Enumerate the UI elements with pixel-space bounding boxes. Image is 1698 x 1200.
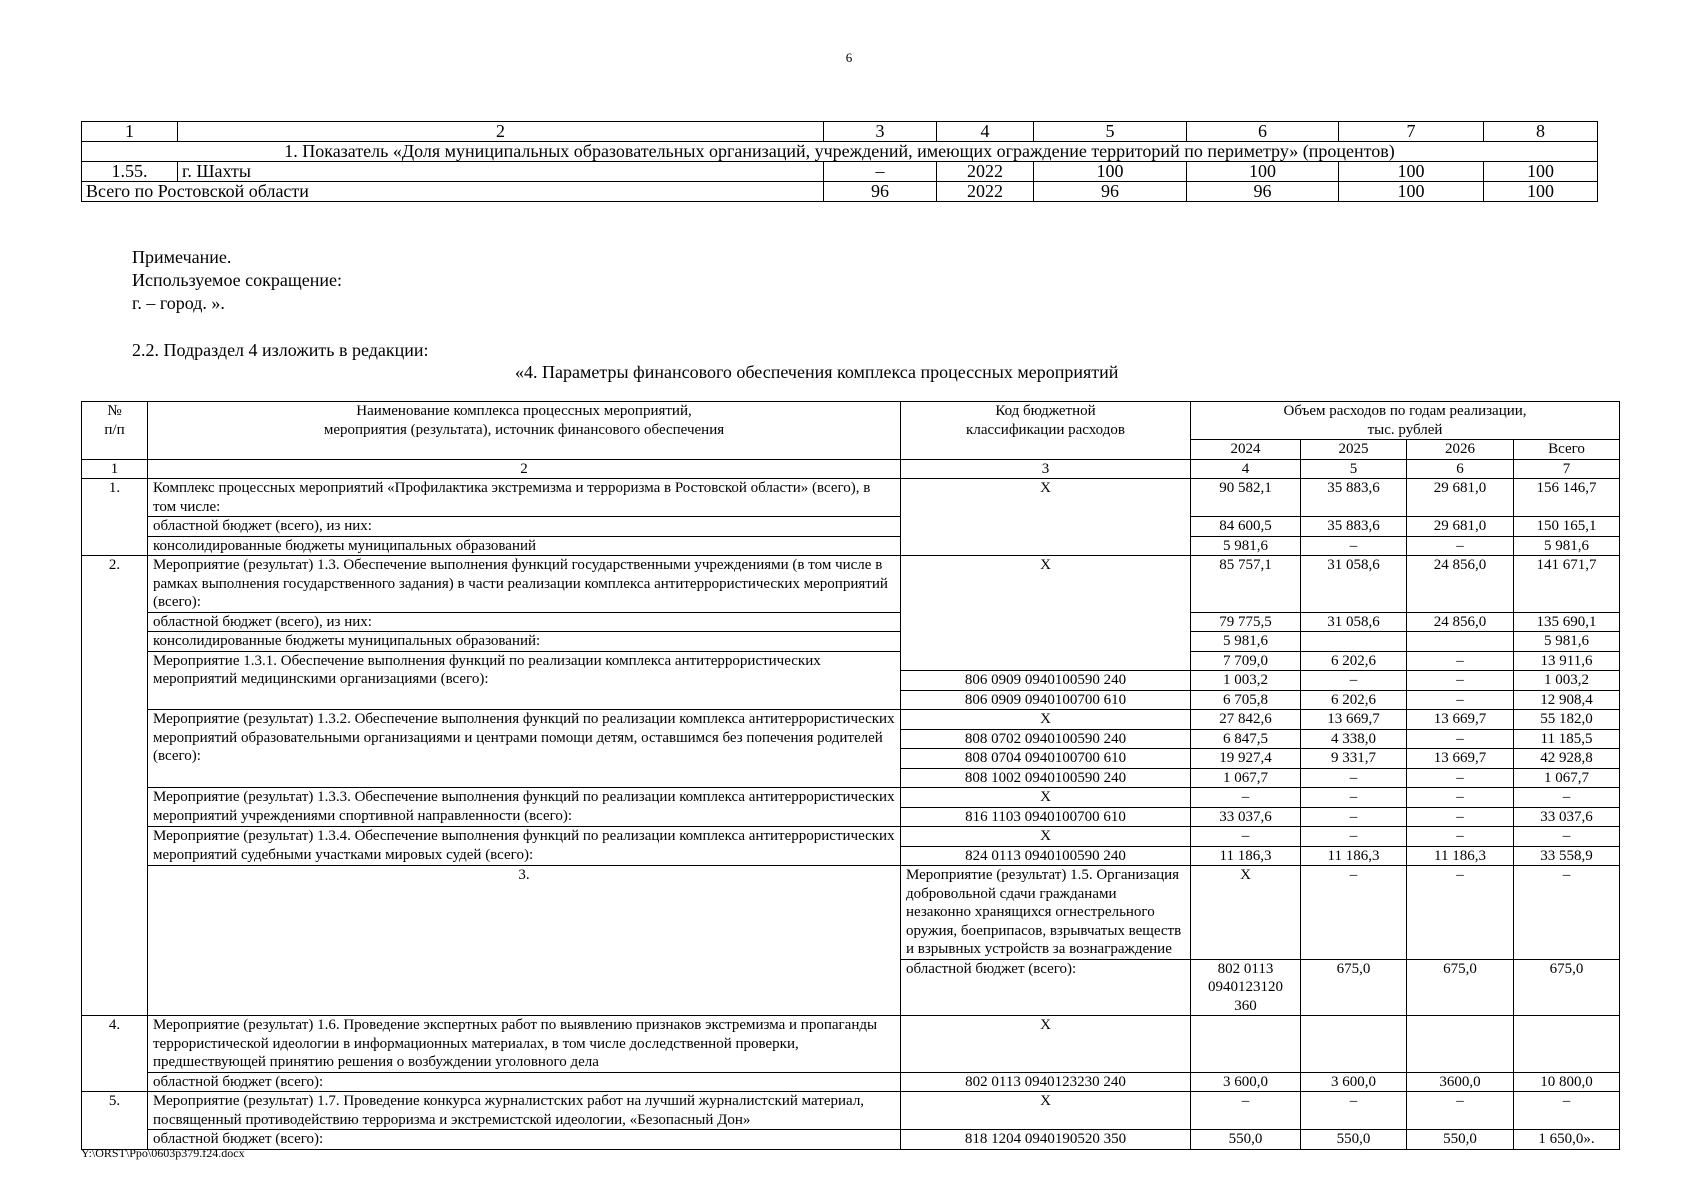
row-value: – [1191,827,1301,847]
table-row [82,1072,1620,1092]
row-value: 5 981,6 [1514,536,1620,556]
row-value: – [1301,788,1407,808]
row-title: Мероприятие (результат) 1.3.4. Обеспечение выполнения функций по реализации комплекса антитеррористических мероприятий судебными участками мировых судей (всего): [148,827,901,866]
row-value: 1 003,2 [1514,671,1620,691]
row-value: 33 558,9 [1514,846,1620,866]
header-cell: 8 [1484,122,1598,142]
row-value: 11 185,5 [1514,729,1620,749]
total-value: 96 [1187,182,1339,202]
table-header-row [82,402,1620,440]
row-value: 3 600,0 [1301,1072,1407,1092]
row-value: 24 856,0 [1407,612,1514,632]
row-value: 29 681,0 [1407,479,1514,517]
row-title: Мероприятие (результат) 1.5. Организация добровольной сдачи гражданами незаконно хранящихся огнестрельного оружия, боеприпасов, взрывчатых веществ и взрывных устройств за вознаграждение [901,866,1191,960]
row-city: г. Шахты [178,162,824,182]
row-code: 824 0113 0940100590 240 [901,846,1191,866]
row-title: областной бюджет (всего), из них: [148,517,901,537]
row-value: – [1407,690,1514,710]
header-name: Наименование комплекса процессных мероприятий, мероприятия (результата), источник финансового обеспечения [148,402,901,460]
header-cell: 6 [1187,122,1339,142]
row-value: 5 981,6 [1514,632,1620,652]
row-value: 31 058,6 [1301,556,1407,613]
row-title: Мероприятие (результат) 1.3.2. Обеспечение выполнения функций по реализации комплекса антитеррористических мероприятий образовательными организациями и центрами помощи детям, оставшимся без попечения родителей (всего): [148,710,901,788]
page-number: 6 [845,50,853,65]
row-code: Х [1191,866,1301,960]
row-value [1191,1016,1301,1073]
row-code: 806 0909 0940100700 610 [901,690,1191,710]
row-title: Мероприятие (результат) 1.6. Проведение экспертных работ по выявлению признаков экстремизма и пропаганды террористической идеологии в информационных материалах, в том числе доследственной проверки, предшествующей принятию решения о возбуждении уголовного дела [148,1016,901,1073]
row-value: 12 908,4 [1514,690,1620,710]
indicator-title: 1. Показатель «Доля муниципальных образовательных организаций, учреждений, имеющих ограждение территорий по периметру» (процентов) [82,142,1598,162]
header-cell: 3 [824,122,937,142]
row-value: 31 058,6 [1301,612,1407,632]
row-value: – [1514,827,1620,847]
row-value: 6 705,8 [1191,690,1301,710]
row-title: Мероприятие (результат) 1.7. Проведение конкурса журналистских работ на лучший журналистский материал, посвященный противодействию терроризма и экстремистской идеологии, «Безопасный Дон» [148,1092,901,1130]
row-value: 141 671,7 [1514,556,1620,613]
note-heading: Примечание. [132,247,232,267]
row-value: 675,0 [1514,959,1620,1016]
row-value: 33 037,6 [1191,807,1301,827]
total-label: Всего по Ростовской области [82,182,824,202]
header-year: 2026 [1407,440,1514,460]
table-row [82,536,1620,556]
row-value: 11 186,3 [1191,846,1301,866]
table-row [82,1092,1620,1130]
row-value: 90 582,1 [1191,479,1301,517]
row-value: 1 067,7 [1514,768,1620,788]
row-value: 42 928,8 [1514,749,1620,769]
row-code: 808 0702 0940100590 240 [901,729,1191,749]
table-row [82,479,1620,517]
row-code: Х [901,827,1191,847]
row-value: 1 003,2 [1191,671,1301,691]
total-row [82,182,1598,202]
row-value: 84 600,5 [1191,517,1301,537]
header-year: 2024 [1191,440,1301,460]
row-value: – [1407,807,1514,827]
row-value: – [1407,651,1514,671]
row-value: – [1301,1092,1407,1130]
row-value: 13 669,7 [1407,749,1514,769]
row-value: – [1407,536,1514,556]
note-abbrev-heading: Используемое сокращение: [132,270,342,290]
row-code: 806 0909 0940100590 240 [901,671,1191,691]
row-code: 818 1204 0940190520 350 [901,1130,1191,1150]
row-value [1407,1016,1514,1073]
row-title: областной бюджет (всего), из них: [148,612,901,632]
table-row [82,632,1620,652]
row-value: 13 669,7 [1407,710,1514,730]
row-value: – [1514,1092,1620,1130]
row-value: 6 202,6 [1301,690,1407,710]
row-value: 3 600,0 [1191,1072,1301,1092]
row-value: – [1407,866,1514,960]
header-volume: Объем расходов по годам реализации, тыс. рублей [1191,402,1620,440]
row-value: – [1301,827,1407,847]
note-abbrev: г. – город. ». [132,293,225,313]
row-value: 5 981,6 [1191,632,1301,652]
row-year: 2022 [937,162,1034,182]
row-value: 675,0 [1301,959,1407,1016]
row-title: областной бюджет (всего): [901,959,1191,1016]
total-value: 96 [824,182,937,202]
row-value: 55 182,0 [1514,710,1620,730]
row-value: – [1301,671,1407,691]
row-value: 35 883,6 [1301,479,1407,517]
row-value: 6 202,6 [1301,651,1407,671]
section-title: «4. Параметры финансового обеспечения комплекса процессных мероприятий [515,362,1119,382]
row-num: 3. [148,866,901,1016]
file-path-footer: Y:\ORST\Ppo\0603p379.f24.docx [81,1146,245,1160]
row-value: – [1301,866,1407,960]
row-value: 11 186,3 [1407,846,1514,866]
row-title: Мероприятие (результат) 1.3.3. Обеспечение выполнения функций по реализации комплекса антитеррористических мероприятий учреждениями спортивной направленности (всего): [148,788,901,827]
table-row [82,827,1620,847]
row-value: 3600,0 [1407,1072,1514,1092]
row-value: 11 186,3 [1301,846,1407,866]
row-value: – [1407,1092,1514,1130]
row-value: 1 650,0». [1514,1130,1620,1150]
row-code: Х [901,1016,1191,1073]
row-code: 808 0704 0940100700 610 [901,749,1191,769]
row-code: 802 0113 0940123120 360 [1191,959,1301,1016]
row-value: 675,0 [1407,959,1514,1016]
row-value: 100 [1034,162,1187,182]
col-num: 7 [1514,459,1620,479]
row-value: 4 338,0 [1301,729,1407,749]
table-row [82,556,1620,613]
row-value: 100 [1339,162,1484,182]
row-value: – [1407,788,1514,808]
table-row [82,710,1620,730]
row-value [1301,632,1407,652]
row-title: областной бюджет (всего): [148,1072,901,1092]
row-title: консолидированные бюджеты муниципальных образований [148,536,901,556]
row-value: 85 757,1 [1191,556,1301,613]
header-cell: 1 [82,122,178,142]
header-cell: 5 [1034,122,1187,142]
total-value: 100 [1339,182,1484,202]
row-value: – [824,162,937,182]
header-code: Код бюджетной классификации расходов [901,402,1191,460]
indicator-title-row [82,142,1598,162]
total-value: 100 [1484,182,1598,202]
row-value [1301,1016,1407,1073]
table-row [82,162,1598,182]
header-cell: 7 [1339,122,1484,142]
row-value: 550,0 [1407,1130,1514,1150]
row-title: областной бюджет (всего): [148,1130,901,1150]
col-num: 3 [901,459,1191,479]
row-title: консолидированные бюджеты муниципальных образований: [148,632,901,652]
table-row [82,517,1620,537]
header-num: № п/п [82,402,148,460]
col-num: 4 [1191,459,1301,479]
row-code: 816 1103 0940100700 610 [901,807,1191,827]
header-year: 2025 [1301,440,1407,460]
row-title: Комплекс процессных мероприятий «Профилактика экстремизма и терроризма в Ростовской области» (всего), в том числе: [148,479,901,517]
row-value: 79 775,5 [1191,612,1301,632]
row-value: 100 [1484,162,1598,182]
row-value: – [1301,768,1407,788]
row-code: Х [901,788,1191,808]
row-num: 1. [82,479,148,556]
row-value [1514,1016,1620,1073]
row-code: Х [901,710,1191,730]
row-value: 24 856,0 [1407,556,1514,613]
row-value: 10 800,0 [1514,1072,1620,1092]
row-value: 100 [1187,162,1339,182]
row-value: – [1301,536,1407,556]
col-num: 6 [1407,459,1514,479]
table-row [82,612,1620,632]
row-value: – [1407,671,1514,691]
row-value: 6 847,5 [1191,729,1301,749]
table-row [82,1016,1620,1073]
table-row [82,1130,1620,1150]
amendment-text: 2.2. Подраздел 4 изложить в редакции: [132,340,429,360]
indicator-table [81,121,1598,202]
row-value: – [1191,788,1301,808]
row-value: 33 037,6 [1514,807,1620,827]
row-value: 150 165,1 [1514,517,1620,537]
header-cell: 4 [937,122,1034,142]
row-num: 5. [82,1092,148,1150]
header-cell: 2 [178,122,824,142]
row-num: 4. [82,1016,148,1092]
row-value: – [1407,729,1514,749]
row-value: 135 690,1 [1514,612,1620,632]
row-value: 27 842,6 [1191,710,1301,730]
row-value: 550,0 [1301,1130,1407,1150]
row-value: 29 681,0 [1407,517,1514,537]
row-code: 808 1002 0940100590 240 [901,768,1191,788]
row-value: 19 927,4 [1191,749,1301,769]
column-number-row [82,459,1620,479]
row-value: 13 669,7 [1301,710,1407,730]
row-value: 5 981,6 [1191,536,1301,556]
row-num: 2. [82,556,148,1016]
row-value: 7 709,0 [1191,651,1301,671]
row-value: – [1407,768,1514,788]
row-value: – [1514,788,1620,808]
row-value: – [1301,807,1407,827]
row-value: 156 146,7 [1514,479,1620,517]
col-num: 2 [148,459,901,479]
row-code: Х [901,556,1191,671]
row-value: 550,0 [1191,1130,1301,1150]
table-header-row [82,122,1598,142]
header-total: Всего [1514,440,1620,460]
row-value: – [1191,1092,1301,1130]
row-title: Мероприятие 1.3.1. Обеспечение выполнения функций по реализации комплекса антитеррористических мероприятий медицинскими организациями (всего): [148,651,901,710]
col-num: 1 [82,459,148,479]
row-code: Х [901,479,1191,556]
row-value: 9 331,7 [1301,749,1407,769]
row-title: Мероприятие (результат) 1.3. Обеспечение выполнения функций государственными учреждениями (в том числе в рамках выполнения государственного задания) в части реализации комплекса антитеррористических мероприятий (всего): [148,556,901,613]
row-value: 35 883,6 [1301,517,1407,537]
row-value: – [1514,866,1620,960]
row-value: 1 067,7 [1191,768,1301,788]
row-value: 13 911,6 [1514,651,1620,671]
row-value: – [1407,827,1514,847]
total-year: 2022 [937,182,1034,202]
row-code: Х [901,1092,1191,1130]
row-value [1407,632,1514,652]
financing-table [81,401,1620,1150]
table-row [82,651,1620,671]
row-num: 1.55. [82,162,178,182]
table-row [82,788,1620,808]
table-row [82,866,1620,960]
total-value: 96 [1034,182,1187,202]
col-num: 5 [1301,459,1407,479]
row-code: 802 0113 0940123230 240 [901,1072,1191,1092]
